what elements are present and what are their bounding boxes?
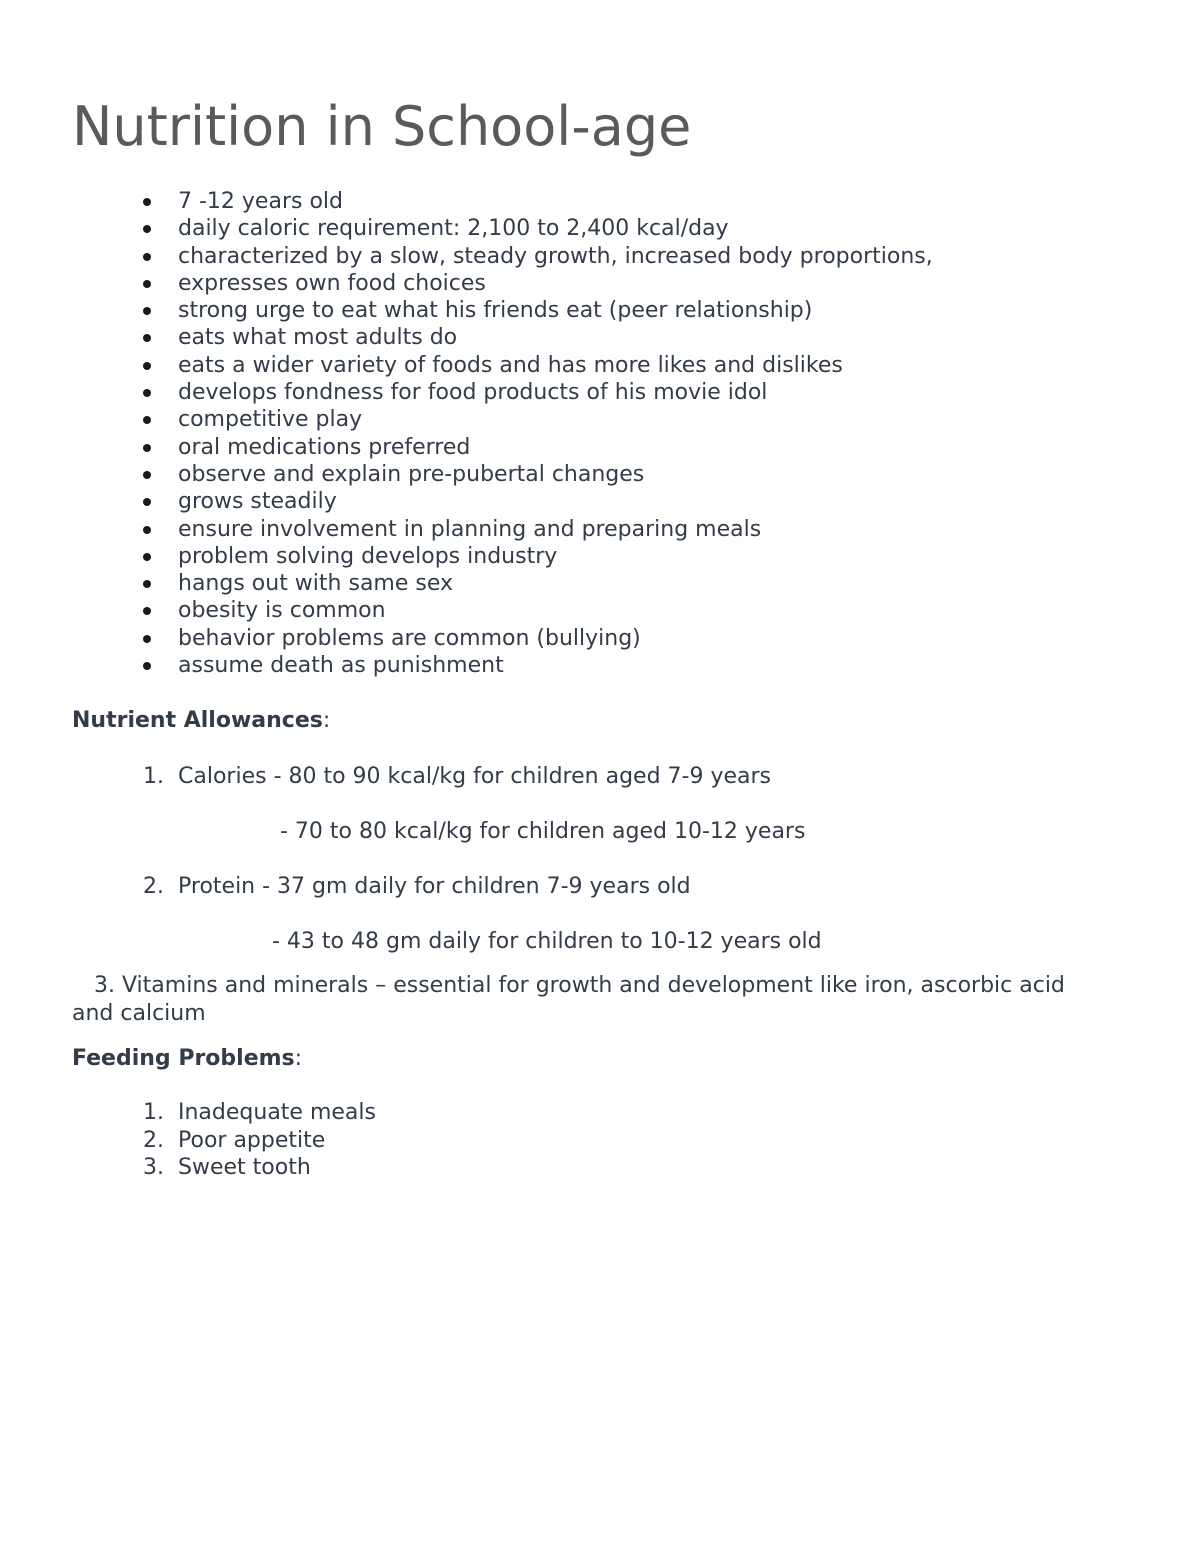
vitamins-paragraph: 3. Vitamins and minerals – essential for growth and development like iron, ascorbic acid and calcium: [72, 973, 1065, 1026]
heading-colon: :: [322, 708, 331, 733]
list-item: [0, 297, 933, 324]
protein-line: Protein - 37 gm daily for children 7-9 years old: [178, 874, 691, 899]
list-item-text: oral medications preferred: [178, 434, 471, 460]
bullet-icon: [143, 526, 151, 534]
list-item: [0, 516, 933, 543]
bullet-icon: [143, 307, 151, 315]
bullet-icon: [143, 553, 151, 561]
bullet-icon: [143, 253, 151, 261]
bullet-icon: [143, 225, 151, 233]
list-item-text: behavior problems are common (bullying): [178, 625, 641, 651]
nutrient-allowances-heading: [72, 706, 330, 736]
list-item-text: 7 -12 years old: [178, 189, 343, 214]
list-number: 2.: [143, 1128, 164, 1153]
list-item-text: obesity is common: [178, 598, 386, 624]
list-item-text: characterized by a slow, steady growth, increased body proportions,: [178, 243, 933, 269]
list-item: [0, 188, 933, 215]
list-item-text: competitive play: [178, 407, 363, 433]
bullet-icon: [143, 334, 151, 342]
list-item: [0, 270, 933, 297]
feeding-problems-heading: [72, 1044, 302, 1074]
list-item: [0, 243, 933, 270]
feeding-item: Poor appetite: [178, 1128, 326, 1153]
calories-continuation: - 70 to 80 kcal/kg for children aged 10-12 years: [280, 819, 806, 844]
list-item: [0, 434, 933, 461]
list-item-text: observe and explain pre-pubertal changes: [178, 461, 645, 487]
list-number: 3.: [143, 1155, 164, 1180]
bullet-icon: [143, 635, 151, 643]
bullet-icon: [143, 198, 151, 206]
list-item: [0, 597, 933, 624]
list-item: [0, 461, 933, 488]
list-item: [0, 652, 933, 679]
list-number: 2.: [143, 874, 164, 899]
list-item-text: eats a wider variety of foods and has more likes and dislikes: [178, 352, 843, 378]
list-item: [0, 406, 933, 433]
list-item: [0, 352, 933, 379]
list-item: [0, 324, 933, 351]
list-item-text: eats what most adults do: [178, 325, 458, 351]
list-item-text: daily caloric requirement: 2,100 to 2,400 kcal/day: [178, 216, 729, 242]
list-item-text: problem solving develops industry: [178, 543, 558, 569]
bullet-icon: [143, 662, 151, 670]
list-item-text: hangs out with same sex: [178, 571, 454, 597]
bullet-icon: [143, 607, 151, 615]
list-item: [0, 543, 933, 570]
list-item: [0, 625, 933, 652]
bullet-icon: [143, 362, 151, 370]
list-item: [0, 488, 933, 515]
heading-colon: :: [294, 1046, 303, 1071]
bullet-icon: [143, 416, 151, 424]
list-item: [0, 570, 933, 597]
bullet-icon: [143, 444, 151, 452]
protein-continuation: - 43 to 48 gm daily for children to 10-12 years old: [272, 929, 822, 954]
list-number: 1.: [143, 1100, 164, 1125]
list-item-text: develops fondness for food products of his movie idol: [178, 380, 768, 406]
list-item-text: ensure involvement in planning and preparing meals: [178, 516, 762, 542]
list-number: 1.: [143, 764, 164, 789]
list-item-text: grows steadily: [178, 489, 337, 515]
bullet-icon: [143, 389, 151, 397]
bullet-icon: [143, 280, 151, 288]
heading-text: Feeding Problems: [72, 1046, 295, 1071]
list-item: [0, 215, 933, 242]
heading-text: Nutrient Allowances: [72, 708, 323, 733]
page-title: Nutrition in School-age: [72, 95, 692, 158]
feeding-item: Sweet tooth: [178, 1155, 311, 1180]
list-item-text: expresses own food choices: [178, 270, 486, 296]
list-item-text: assume death as punishment: [178, 653, 504, 679]
calories-line: Calories - 80 to 90 kcal/kg for children aged 7-9 years: [178, 764, 772, 789]
list-item-text: strong urge to eat what his friends eat (peer relationship): [178, 298, 813, 324]
bullet-icon: [143, 471, 151, 479]
list-item: [0, 379, 933, 406]
characteristics-list: [0, 188, 933, 679]
bullet-icon: [143, 580, 151, 588]
feeding-item: Inadequate meals: [178, 1100, 376, 1125]
bullet-icon: [143, 498, 151, 506]
